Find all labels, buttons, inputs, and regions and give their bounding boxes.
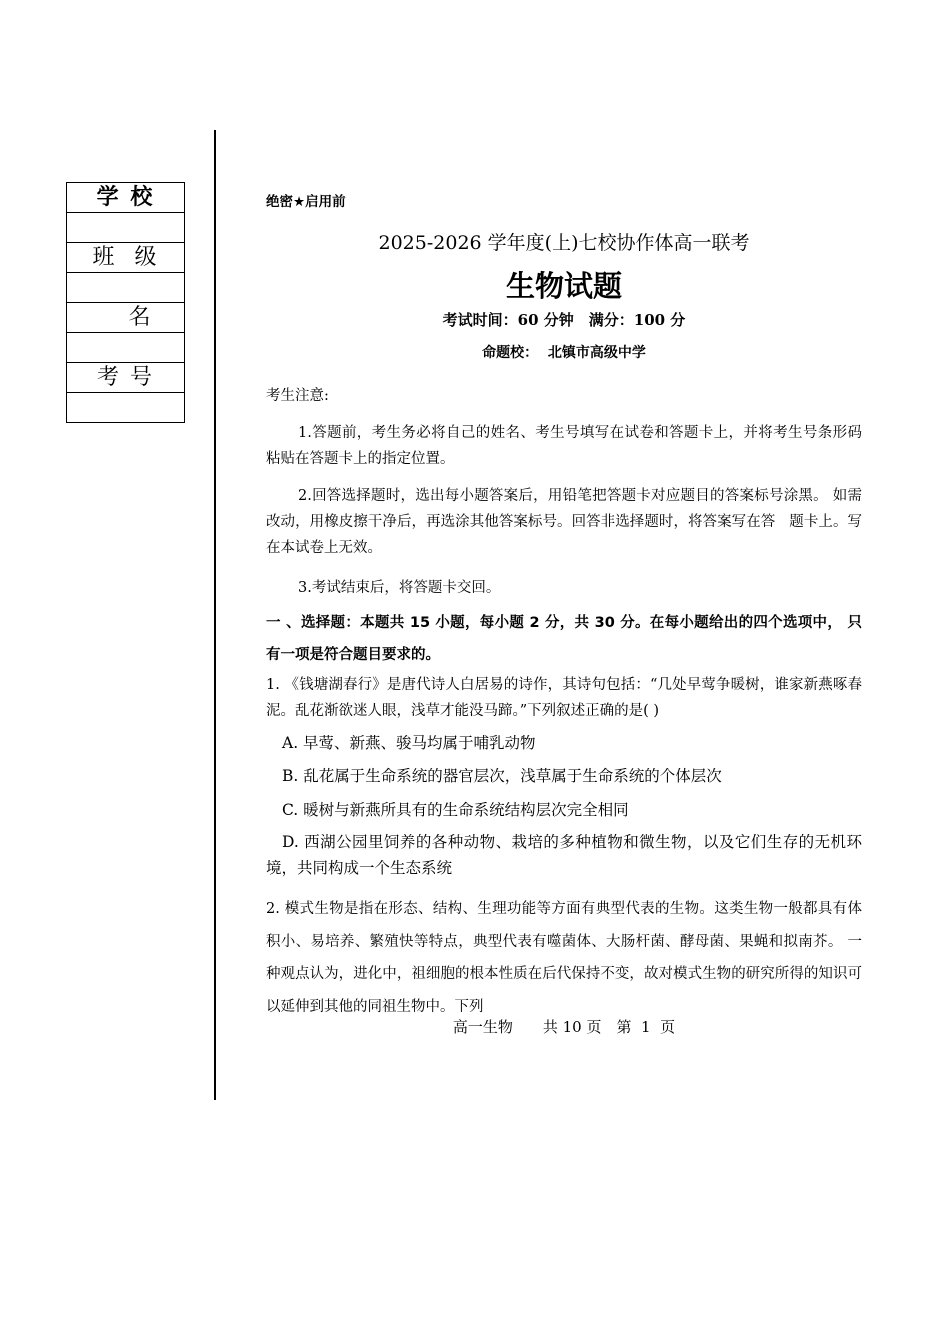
notice-item-3: 3.考试结束后，将答题卡交回。 xyxy=(298,580,501,596)
q1-option-b[interactable]: B. 乱花属于生命系统的器官层次，浅草属于生命系统的个体层次 xyxy=(282,767,722,785)
q1-stem: 1. 《钱塘湖春行》是唐代诗人白居易的诗作，其诗句包括：“几处早莺争暖树，谁家新燕啄春泥。乱花渐欲迷人眼，浅草才能没马蹄。”下列叙述正确的是( ) xyxy=(266,677,862,719)
page-footer: 高一生物 共 10 页 第 1 页 xyxy=(452,1018,676,1036)
class-label: 班 级 xyxy=(67,243,185,273)
q1-option-c[interactable]: C. 暖树与新燕所具有的生命系统结构层次完全相同 xyxy=(282,801,629,819)
q2-stem: 2. 模式生物是指在形态、结构、生理功能等方面有典型代表的生物。这类生物一般都具有体积小、易培养、繁殖快等特点，典型代表有噬菌体、大肠杆菌、酵母菌、果蝇和拟南芥。 一种观点认为，进化中，祖细胞的根本性质在后代保持不变，故对模式生物的研究所得的知识可以延伸到其他的同祖生物中。下列 xyxy=(266,901,862,1015)
question-setter: 命题校： 北镇市高级中学 xyxy=(482,345,646,361)
q1-option-d[interactable]: D. 西湖公园里饲养的各种动物、栽培的多种植物和微生物，以及它们生存的无机环境，共同构成一个生态系统 xyxy=(266,833,862,877)
school-field[interactable] xyxy=(67,213,185,243)
q1-option-a[interactable]: A. 早莺、新燕、骏马均属于哺乳动物 xyxy=(282,734,536,752)
name-label: 名 xyxy=(67,303,185,333)
notice-item-2: 2.回答选择题时，选出每小题答案后，用铅笔把答题卡对应题目的答案标号涂黑。 如需改动，用橡皮擦干净后，再选涂其他答案标号。回答非选择题时，将答案写在答 题卡上。写在本试卷上无效。 xyxy=(266,488,862,556)
exam-info: 考试时间：60 分钟 满分：100 分 xyxy=(442,311,686,329)
section-1-heading: 一 、选择题：本题共 15 小题，每小题 2 分，共 30 分。在每小题给出的四个选项中， 只有一项是符合题目要求的。 xyxy=(266,615,862,663)
school-label: 学 校 xyxy=(67,183,185,213)
subject-title: 生物试题 xyxy=(505,269,622,303)
name-field[interactable] xyxy=(67,333,185,363)
binding-line xyxy=(214,130,216,1100)
exam-name: 2025-2026 学年度(上)七校协作体高一联考 xyxy=(378,232,750,254)
notice-title: 考生注意: xyxy=(266,388,329,404)
exam-number-label: 考 号 xyxy=(67,363,185,393)
notice-item-1: 1.答题前，考生务必将自己的姓名、考生号填写在试卷和答题卡上，并将考生号条形码粘贴在答题卡上的指定位置。 xyxy=(266,425,862,467)
class-field[interactable] xyxy=(67,273,185,303)
student-info-table xyxy=(66,182,185,423)
secret-mark: 绝密★启用前 xyxy=(266,194,346,210)
exam-number-field[interactable] xyxy=(67,393,185,423)
